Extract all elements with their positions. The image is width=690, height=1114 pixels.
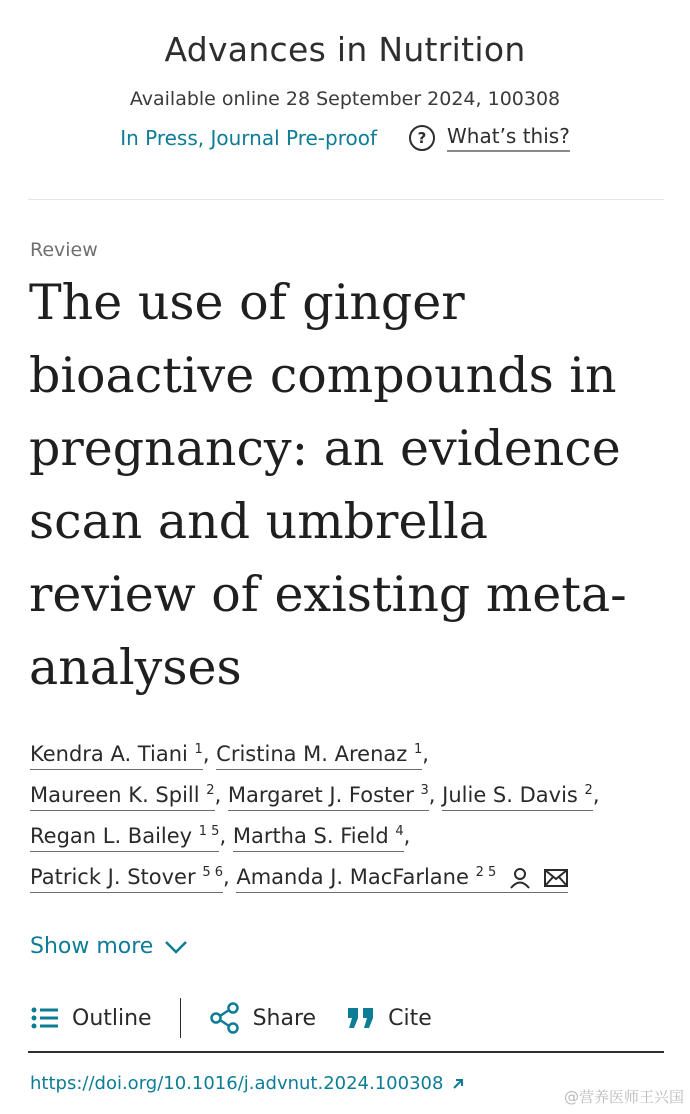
author-link[interactable]: Cristina M. Arenaz $^1$ <box>216 742 422 770</box>
author-link[interactable]: Maureen K. Spill $^2$ <box>30 783 215 811</box>
share-button[interactable] <box>209 1002 317 1034</box>
header-divider <box>28 199 664 200</box>
title-line: review of existing meta- <box>29 566 627 623</box>
doi-text: https://doi.org/10.1016/j.advnut.2024.100308 <box>30 1073 444 1094</box>
article-toolbar <box>30 996 665 1040</box>
title-line: analyses <box>29 639 242 696</box>
title-line: The use of ginger <box>29 274 465 331</box>
show-more-label: Show more <box>30 934 154 959</box>
show-more-button[interactable] <box>30 934 189 959</box>
share-icon <box>209 1002 241 1034</box>
watermark: @营养医师王兴国 <box>563 1088 684 1106</box>
mail-icon <box>544 869 568 887</box>
title-line: bioactive compounds in <box>29 347 617 404</box>
author-link[interactable]: Regan L. Bailey $^{1 5}$ <box>30 824 219 852</box>
outline-label: Outline <box>72 1005 152 1031</box>
help-circle-icon[interactable]: ? <box>409 125 435 151</box>
list-icon <box>30 1006 60 1030</box>
journal-title[interactable]: Advances in Nutrition <box>164 30 526 69</box>
author-link[interactable]: Martha S. Field $^4$ <box>233 824 404 852</box>
publication-status-row <box>0 124 690 152</box>
doi-link[interactable] <box>30 1073 465 1094</box>
outline-button[interactable] <box>30 1006 152 1031</box>
author-link[interactable]: Margaret J. Foster $^3$ <box>228 783 429 811</box>
toolbar-separator <box>180 998 181 1038</box>
external-link-icon <box>451 1077 465 1091</box>
article-title <box>29 266 669 704</box>
title-line: pregnancy: an evidence <box>29 420 621 477</box>
author-link[interactable]: Patrick J. Stover $^{5 6}$ <box>30 865 223 893</box>
chevron-down-icon <box>163 939 189 955</box>
quote-icon <box>346 1006 376 1030</box>
author-link[interactable]: Kendra A. Tiani $^1$ <box>30 742 203 770</box>
author-link[interactable]: Julie S. Davis $^2$ <box>442 783 593 811</box>
in-press-link[interactable]: In Press, Journal Pre-proof <box>120 126 378 150</box>
title-line: scan and umbrella <box>29 493 489 550</box>
article-type: Review <box>30 239 98 261</box>
share-label: Share <box>252 1005 317 1031</box>
whats-this-link[interactable]: What’s this? <box>447 124 570 152</box>
person-icon <box>509 867 531 889</box>
cite-button[interactable] <box>346 1006 432 1031</box>
availability-date: Available online 28 September 2024, 100308 <box>129 88 561 110</box>
author-list: Kendra A. Tiani $^1$, Cristina M. Arenaz $^1$, Maureen K. Spill $^2$, Margaret J. Foster $^3$, Julie S. Davis $^2$, Regan L. Bailey $^{1 5}$, Martha S. Field $^4$, Patrick J. Stover $^{5 6}$, Amanda J. MacFarlane $^{2 5}$ <box>30 734 670 898</box>
author-link[interactable]: Amanda J. MacFarlane $^{2 5}$ <box>236 865 567 893</box>
toolbar-divider <box>28 1051 664 1053</box>
cite-label: Cite <box>388 1005 432 1031</box>
